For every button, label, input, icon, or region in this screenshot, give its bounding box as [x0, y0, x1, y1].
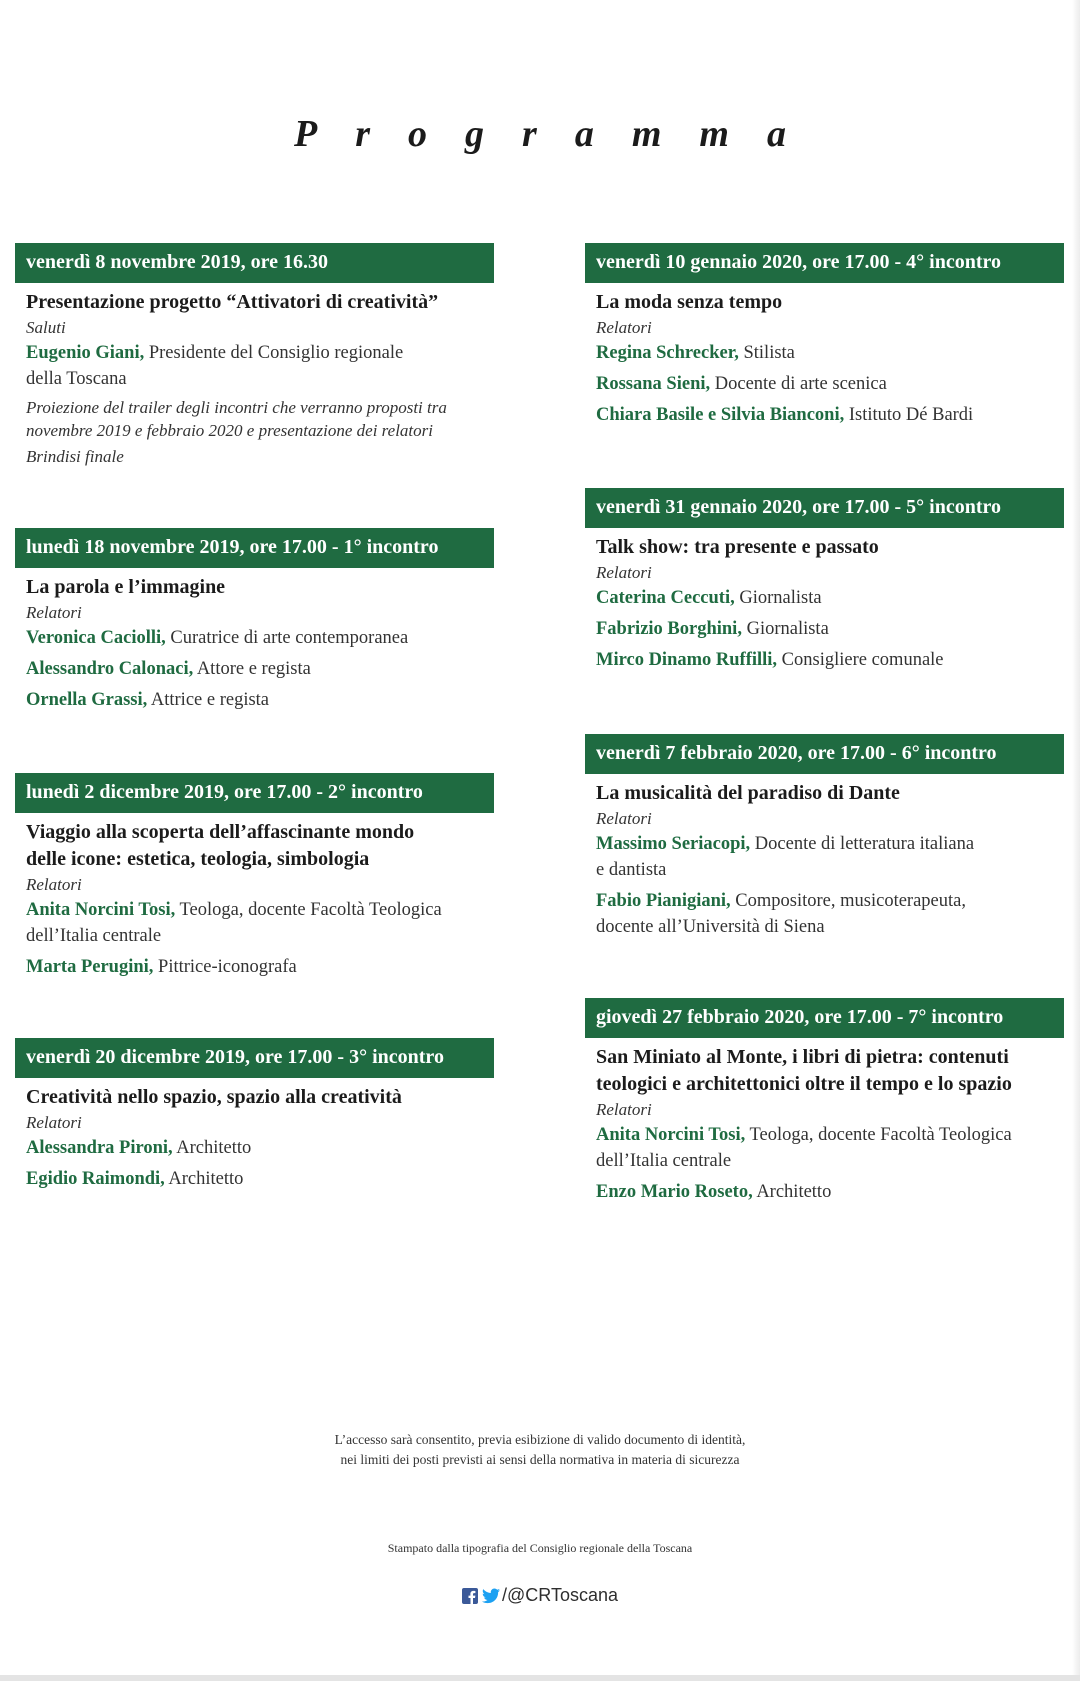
speaker-role-continued: docente all’Università di Siena — [596, 917, 825, 937]
speaker-name: Fabio Pianigiani, — [596, 891, 731, 911]
event-date-bar: lunedì 18 novembre 2019, ore 17.00 - 1° incontro — [15, 528, 494, 568]
social-handle[interactable]: /@CRToscana — [502, 1585, 618, 1605]
speaker-name: Egidio Raimondi, — [26, 1169, 165, 1189]
speaker-role: Teologa, docente Facoltà Teologica — [745, 1125, 1012, 1145]
event-section-label: Relatori — [596, 1100, 652, 1119]
speaker-name: Rossana Sieni, — [596, 374, 711, 394]
left-column — [15, 0, 494, 1681]
speaker-name: Eugenio Giani, — [26, 343, 145, 363]
event-date-bar: venerdì 8 novembre 2019, ore 16.30 — [15, 243, 494, 283]
speaker-role: Docente di letteratura italiana — [750, 834, 975, 854]
speaker-role: Giornalista — [734, 588, 822, 608]
event-date-bar: venerdì 31 gennaio 2020, ore 17.00 - 5° incontro — [585, 488, 1064, 528]
speaker-entry — [596, 831, 1064, 883]
event-title: La musicalità del paradiso di Dante — [596, 782, 900, 804]
speaker-entry — [596, 1122, 1064, 1174]
event-title: La moda senza tempo — [596, 291, 783, 313]
speaker-entry — [26, 625, 494, 651]
event-card — [15, 773, 494, 980]
speaker-entry — [26, 897, 494, 949]
event-card — [15, 1038, 494, 1192]
speaker-entry — [26, 954, 494, 980]
speaker-entry — [596, 647, 1064, 673]
event-card — [585, 488, 1064, 673]
event-title-line: Viaggio alla scoperta dell’affascinante mondo — [26, 821, 415, 843]
access-notice-line: L’accesso sarà consentito, previa esibizione di valido documento di identità, — [334, 1432, 746, 1447]
printer-credit: Stampato dalla tipografia del Consiglio regionale della Toscana — [387, 1541, 693, 1555]
speaker-name: Regina Schrecker, — [596, 343, 739, 363]
speaker-name: Caterina Ceccuti, — [596, 588, 735, 608]
event-date-bar: venerdì 20 dicembre 2019, ore 17.00 - 3° incontro — [15, 1038, 494, 1078]
speaker-entry — [596, 585, 1064, 611]
speaker-role-continued: dell’Italia centrale — [596, 1151, 732, 1171]
event-note: Brindisi finale — [26, 447, 124, 466]
event-title-line: delle icone: estetica, teologia, simbologia — [26, 848, 370, 870]
event-note: novembre 2019 e febbraio 2020 e presentazione dei relatori — [26, 421, 433, 440]
page-title: Programma — [294, 113, 824, 155]
event-card — [585, 243, 1064, 428]
event-title — [26, 819, 494, 873]
speaker-role: Pittrice-iconografa — [153, 957, 297, 977]
speaker-role-continued: e dantista — [596, 860, 667, 880]
access-notice — [0, 1430, 1080, 1470]
speaker-role: Compositore, musicoterapeuta, — [730, 891, 966, 911]
speaker-role: Consigliere comunale — [777, 650, 944, 670]
event-section-label: Relatori — [26, 875, 82, 894]
speaker-name: Mirco Dinamo Ruffilli, — [596, 650, 778, 670]
speaker-name: Ornella Grassi, — [26, 690, 148, 710]
speaker-role: Stilista — [738, 343, 795, 363]
event-section-label: Relatori — [596, 318, 652, 337]
event-section-label: Saluti — [26, 318, 66, 337]
event-title-line: teologici e architettonici oltre il tempo e lo spazio — [596, 1073, 1012, 1095]
speaker-role: Attrice e regista — [147, 690, 270, 710]
speaker-name: Veronica Caciolli, — [26, 628, 166, 648]
speaker-entry — [596, 1179, 1064, 1205]
speaker-name: Anita Norcini Tosi, — [596, 1125, 746, 1145]
event-section-label: Relatori — [26, 1113, 82, 1132]
speaker-role: Presidente del Consiglio regionale — [144, 343, 404, 363]
speaker-name: Anita Norcini Tosi, — [26, 900, 176, 920]
event-note: Proiezione del trailer degli incontri che verranno proposti tra — [26, 398, 447, 417]
right-column — [585, 0, 1064, 1681]
event-date-bar: venerdì 10 gennaio 2020, ore 17.00 - 4° incontro — [585, 243, 1064, 283]
speaker-entry — [26, 687, 494, 713]
speaker-name: Chiara Basile e Silvia Bianconi, — [596, 405, 845, 425]
twitter-icon[interactable] — [482, 1588, 498, 1604]
speaker-entry — [596, 340, 1064, 366]
event-card — [585, 734, 1064, 940]
speaker-role: Attore e regista — [193, 659, 311, 679]
speaker-role-continued: della Toscana — [26, 369, 127, 389]
speaker-role-continued: dell’Italia centrale — [26, 926, 162, 946]
event-card — [15, 243, 494, 470]
page-edge-shadow — [1072, 0, 1080, 1681]
speaker-name: Marta Perugini, — [26, 957, 154, 977]
speaker-role: Teologa, docente Facoltà Teologica — [175, 900, 442, 920]
access-notice-line: nei limiti dei posti previsti ai sensi della normativa in materia di sicurezza — [340, 1452, 740, 1467]
speaker-role: Docente di arte scenica — [710, 374, 887, 394]
speaker-entry — [596, 888, 1064, 940]
event-section-label: Relatori — [596, 809, 652, 828]
speaker-role: Giornalista — [741, 619, 829, 639]
event-section-label: Relatori — [26, 603, 82, 622]
speaker-name: Alessandro Calonaci, — [26, 659, 194, 679]
event-section-label: Relatori — [596, 563, 652, 582]
social-links — [0, 1585, 1080, 1606]
event-title: Creatività nello spazio, spazio alla creatività — [26, 1086, 402, 1108]
speaker-entry — [26, 1166, 494, 1192]
speaker-role: Architetto — [164, 1169, 244, 1189]
speaker-entry — [26, 656, 494, 682]
speaker-role: Architetto — [752, 1182, 832, 1202]
speaker-role: Istituto Dé Bardi — [844, 405, 974, 425]
event-title: La parola e l’immagine — [26, 576, 226, 598]
facebook-icon[interactable] — [462, 1588, 478, 1604]
speaker-entry — [26, 340, 494, 392]
speaker-entry — [26, 1135, 494, 1161]
speaker-name: Fabrizio Borghini, — [596, 619, 742, 639]
speaker-role: Architetto — [172, 1138, 252, 1158]
speaker-role: Curatrice di arte contemporanea — [165, 628, 409, 648]
speaker-entry — [596, 616, 1064, 642]
event-card — [585, 998, 1064, 1205]
event-date-bar: giovedì 27 febbraio 2020, ore 17.00 - 7° incontro — [585, 998, 1064, 1038]
event-date-bar: venerdì 7 febbraio 2020, ore 17.00 - 6° incontro — [585, 734, 1064, 774]
event-title-line: San Miniato al Monte, i libri di pietra: contenuti — [596, 1046, 1009, 1068]
speaker-name: Alessandra Pironi, — [26, 1138, 173, 1158]
event-title: Talk show: tra presente e passato — [596, 536, 879, 558]
speaker-name: Enzo Mario Roseto, — [596, 1182, 753, 1202]
event-title — [596, 1044, 1064, 1098]
speaker-name: Massimo Seriacopi, — [596, 834, 751, 854]
event-title: Presentazione progetto “Attivatori di creatività” — [26, 291, 439, 313]
event-date-bar: lunedì 2 dicembre 2019, ore 17.00 - 2° incontro — [15, 773, 494, 813]
event-card — [15, 528, 494, 713]
speaker-entry — [596, 402, 1064, 428]
speaker-entry — [596, 371, 1064, 397]
